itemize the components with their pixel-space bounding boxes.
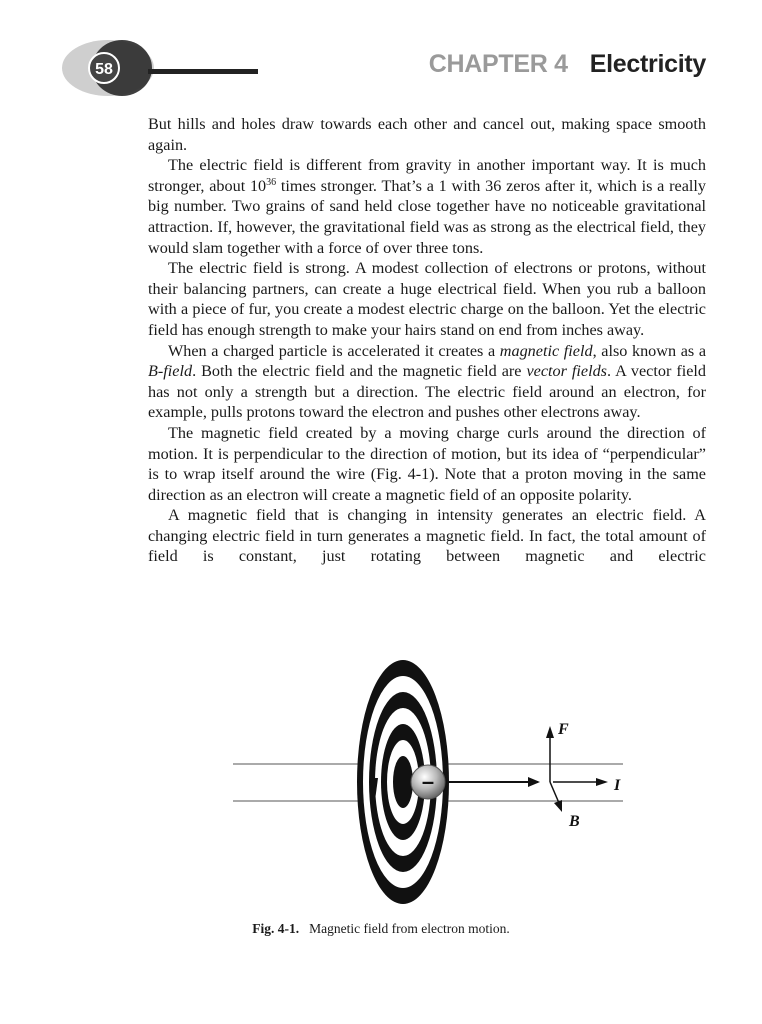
field-ring [393,756,413,808]
paragraph [148,423,706,505]
label-force: F [558,721,569,738]
chapter-title: Electricity [589,50,706,78]
velocity-arrowhead [528,777,540,787]
paragraph [148,341,706,423]
text-run: . A vector field has not only a strength but a direction. The electric field around an electron, for example, pulls protons toward the electron and pushes other electrons away. [148,362,706,422]
body-text [148,114,706,567]
figure-4-1 [228,660,628,920]
paragraph [148,505,706,567]
caption-text: Magnetic field from electron motion. [309,921,510,936]
italic-term: magnetic field [499,341,593,360]
paragraph [148,155,706,258]
current-arrowhead [596,778,608,786]
page-number-badge [60,38,156,98]
chapter-label: CHAPTER 4 [428,50,568,78]
text-run: The magnetic field created by a moving charge curls around the direction of motion. It is perpendicular to the direction of motion, but its idea of “perpendicular” is to wrap itself around the wire (Fig. 4-1). Note that a proton moving in the same direction as an electron will create a magnetic field of an opposite polarity. [148,423,706,504]
text-run: But hills and holes draw towards each other and cancel out, making space smooth again. [148,115,706,154]
label-field: B [569,813,580,830]
field-arrow [550,782,559,803]
italic-term: vector fields [526,362,607,381]
field-arrowhead [554,800,562,812]
label-current: I [614,777,621,794]
text-run: , also known as a [592,341,707,360]
italic-term: B-field [148,362,193,381]
figure-caption [0,921,762,937]
text-run: . Both the electric field and the magnetic field are [192,362,527,381]
force-arrowhead [546,726,554,738]
header-rule [148,69,258,74]
electron-symbol: – [421,769,435,794]
running-head [429,50,706,79]
text-run: The electric field is different from gravity in another important way. It is much stronger, about 10 [148,156,706,195]
text-run: The electric field is strong. A modest collection of electrons or protons, without their balancing partners, can create a huge electrical field. When you rub a balloon with a piece of fur, you create a modest electric charge on the balloon. Yet the electric field has enough strength to make your hairs stand on end from inches away. [148,259,706,339]
text-run: When a charged particle is accelerated it creates a [168,341,500,360]
caption-label: Fig. 4-1. [252,921,300,936]
paragraph [148,258,706,340]
page-number: 58 [95,61,113,78]
paragraph [148,114,706,155]
text-run: A magnetic field that is changing in intensity generates an electric field. A changing electric field in turn generates a magnetic field. In fact, the total amount of field is constant, just rotating between magnetic and electric [148,506,706,566]
superscript: 36 [266,176,277,188]
text-run: times stronger. That’s a 1 with 36 zeros after it, which is a really big number. Two grains of sand held close together have no noticeable gravitational attraction. If, however, the gravitational field was as strong as the electrical field, they would slam together with a force of over three tons. [148,176,706,257]
